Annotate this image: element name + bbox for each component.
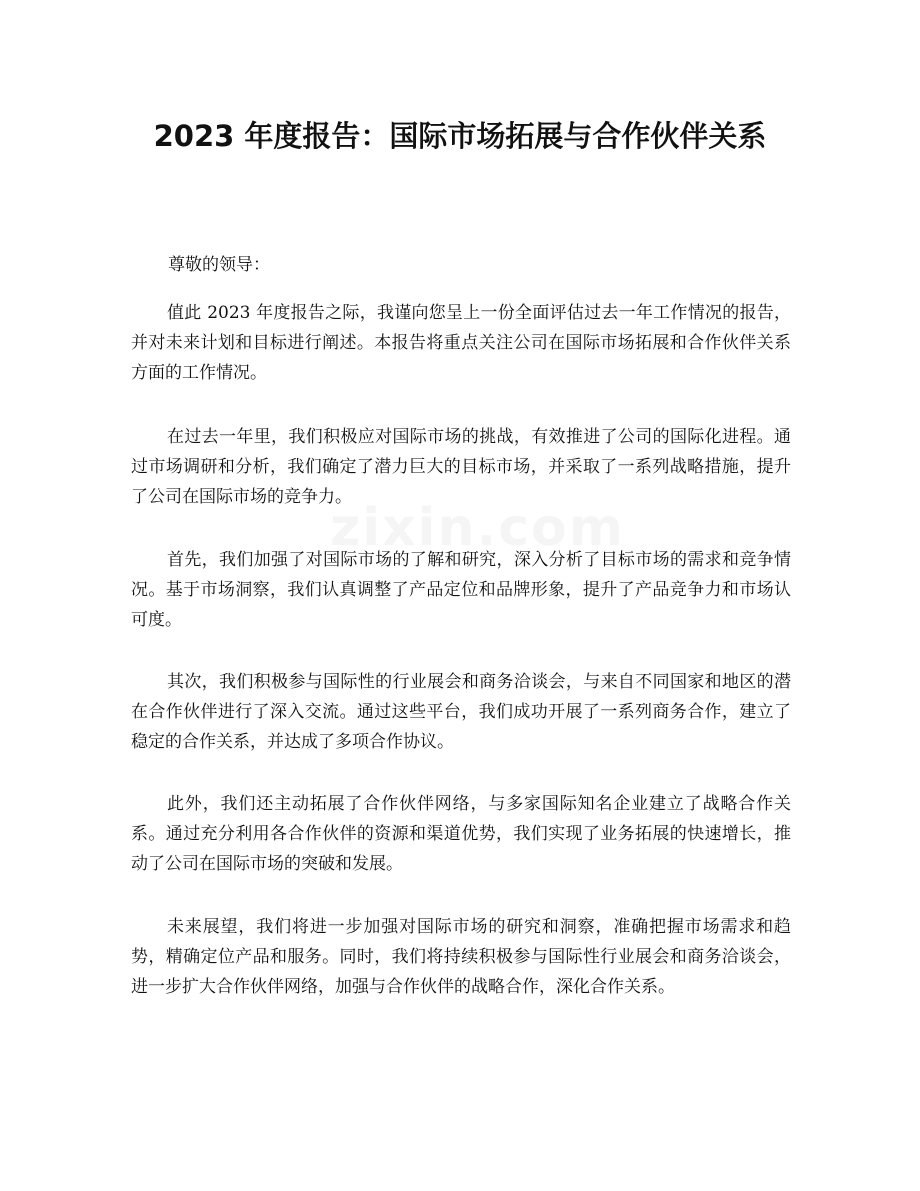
paragraph-outlook: 未来展望，我们将进一步加强对国际市场的研究和洞察，准确把握市场需求和趋势，精确定位产品和服务。同时，我们将持续积极参与国际性行业展会和商务洽谈会，进一步扩大合作伙伴网络，加强与合作伙伴的战略合作，深化合作关系。 [131,917,791,997]
paragraph-second: 其次，我们积极参与国际性的行业展会和商务洽谈会，与来自不同国家和地区的潜在合作伙伴进行了深入交流。通过这些平台，我们成功开展了一系列商务合作，建立了稳定的合作关系，并达成了多项合作协议。 [131,672,791,752]
document-title: 2023 年度报告：国际市场拓展与合作伙伴关系 [153,119,767,153]
paragraph-first: 首先，我们加强了对国际市场的了解和研究，深入分析了目标市场的需求和竞争情况。基于市场洞察，我们认真调整了产品定位和品牌形象，提升了产品竞争力和市场认可度。 [131,550,791,630]
paragraph-additionally: 此外，我们还主动拓展了合作伙伴网络，与多家国际知名企业建立了战略合作关系。通过充分利用各合作伙伴的资源和渠道优势，我们实现了业务拓展的快速增长，推动了公司在国际市场的突破和发展。 [131,794,791,874]
paragraph-intro: 值此 2023 年度报告之际，我谨向您呈上一份全面评估过去一年工作情况的报告，并对未来计划和目标进行阐述。本报告将重点关注公司在国际市场拓展和合作伙伴关系方面的工作情况。 [131,303,791,383]
paragraph-past-year: 在过去一年里，我们积极应对国际市场的挑战，有效推进了公司的国际化进程。通过市场调研和分析，我们确定了潜力巨大的目标市场，并采取了一系列战略措施，提升了公司在国际市场的竞争力。 [131,427,791,507]
salutation: 尊敬的领导： [168,255,270,275]
watermark: zixin.com [330,498,625,558]
